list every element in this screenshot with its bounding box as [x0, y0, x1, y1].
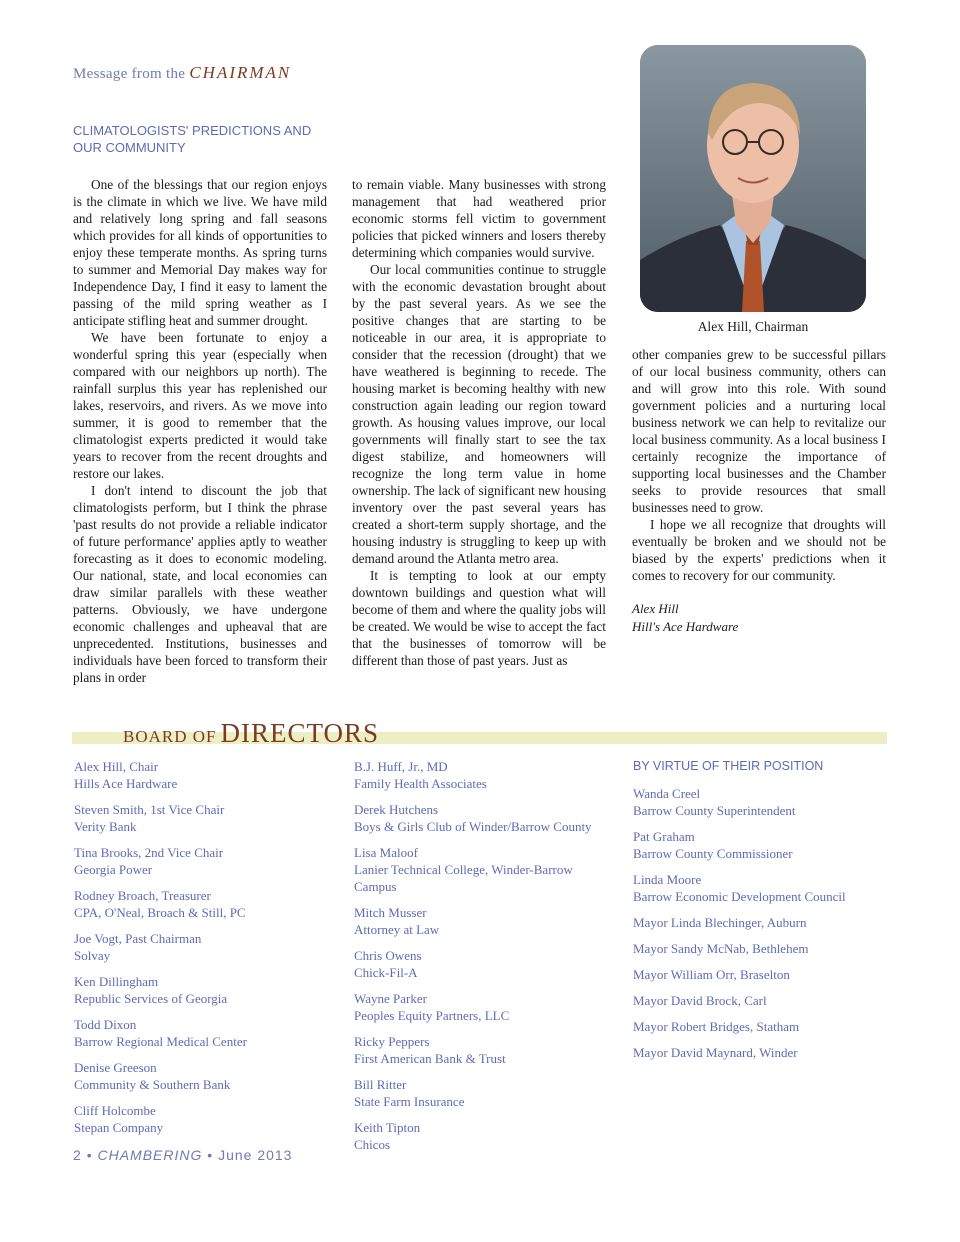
director-org: Georgia Power	[74, 862, 153, 877]
kicker-small: Message from the	[73, 66, 186, 82]
director-entry	[354, 990, 604, 1024]
director-org: Peoples Equity Partners, LLC	[354, 1008, 510, 1023]
chairman-photo	[640, 45, 866, 312]
director-entry	[633, 828, 893, 862]
director-entry	[74, 758, 344, 792]
mayor-entry: Mayor David Maynard, Winder	[633, 1045, 798, 1060]
section-kicker	[73, 63, 291, 83]
ex-officio-heading: BY VIRTUE OF THEIR POSITION	[633, 759, 824, 773]
article-column-1	[73, 176, 327, 686]
director-name: B.J. Huff, Jr., MD	[354, 759, 448, 774]
director-entry	[354, 904, 604, 938]
publication-name: CHAMBERING	[97, 1147, 203, 1163]
signature	[632, 600, 738, 636]
mayor-entry: Mayor Robert Bridges, Statham	[633, 1019, 800, 1034]
director-name: Wayne Parker	[354, 991, 427, 1006]
board-title-large: DIRECTORS	[220, 718, 380, 748]
board-title-small: BOARD OF	[123, 727, 217, 746]
director-org: Barrow County Commissioner	[633, 846, 793, 861]
director-entry	[354, 844, 604, 895]
director-name: Keith Tipton	[354, 1120, 421, 1135]
board-title	[123, 718, 379, 749]
director-name: Derek Hutchens	[354, 802, 439, 817]
director-org: Barrow County Superintendent	[633, 803, 796, 818]
director-entry	[633, 785, 893, 819]
director-name: Tina Brooks, 2nd Vice Chair	[74, 845, 224, 860]
director-org: Stepan Company	[74, 1120, 164, 1135]
director-entry	[354, 1119, 604, 1153]
director-org: First American Bank & Trust	[354, 1051, 506, 1066]
director-name: Cliff Holcombe	[74, 1103, 156, 1118]
mayor-entry: Mayor Sandy McNab, Bethlehem	[633, 941, 809, 956]
director-entry	[74, 930, 344, 964]
director-name: Pat Graham	[633, 829, 695, 844]
mayor-entry: Mayor Linda Blechinger, Auburn	[633, 915, 807, 930]
director-name: Lisa Maloof	[354, 845, 418, 860]
director-org: Barrow Regional Medical Center	[74, 1034, 247, 1049]
director-org: Family Health Associates	[354, 776, 487, 791]
directors-column-2	[354, 758, 604, 1162]
page-number: 2	[73, 1147, 82, 1163]
paragraph: Our local communities continue to struggle with the economic devastation brought about by the past several years. As we see the positive changes that are starting to be noticeable in our area, it is appropriate to consider that the recession (drought) that we have weathered is beginning to recede. The housing market is becoming healthy with new construction again leading our region toward growth. As housing values improve, our local governments will finally start to see the tax digest stabilize, and homeowners will recognize the long term value in home ownership. The lack of significant new housing inventory over the past several years has created a short-term supply shortage, and the housing industry is struggling to keep up with demand around the Atlanta metro area.	[352, 262, 606, 566]
director-org: Chick-Fil-A	[354, 965, 418, 980]
signature-company: Hill's Ace Hardware	[632, 619, 739, 634]
director-name: Mitch Musser	[354, 905, 427, 920]
page-footer	[73, 1147, 292, 1163]
director-entry	[74, 801, 344, 835]
kicker-big: CHAIRMAN	[189, 63, 292, 82]
paragraph: It is tempting to look at our empty downtown buildings and question what will become of them and where the quality jobs will be created. We would be wise to accept the fact that the businesses of tomorrow will be different than those of past years. Just as	[352, 568, 606, 668]
article-column-3	[632, 346, 886, 584]
director-name: Bill Ritter	[354, 1077, 407, 1092]
director-entry	[74, 1016, 344, 1050]
director-org: Community & Southern Bank	[74, 1077, 231, 1092]
photo-caption: Alex Hill, Chairman	[697, 319, 809, 334]
director-org: Hills Ace Hardware	[74, 776, 178, 791]
paragraph: to remain viable. Many businesses with strong management that had weathered prior economic storms fell victim to government policies that picked winners and losers thereby determining which companies would survive.	[352, 177, 606, 260]
director-name: Denise Greeson	[74, 1060, 157, 1075]
director-org: Republic Services of Georgia	[74, 991, 228, 1006]
director-name: Chris Owens	[354, 948, 422, 963]
article-column-2	[352, 176, 606, 669]
mayor-entry: Mayor David Brock, Carl	[633, 993, 767, 1008]
director-org: State Farm Insurance	[354, 1094, 465, 1109]
directors-column-1	[74, 758, 344, 1145]
director-name: Steven Smith, 1st Vice Chair	[74, 802, 225, 817]
mayor-entry: Mayor William Orr, Braselton	[633, 967, 790, 982]
article-headline: CLIMATOLOGISTS' PREDICTIONS AND OUR COMMUNITY	[73, 123, 312, 155]
director-entry	[74, 1102, 344, 1136]
director-entry	[354, 801, 604, 835]
director-entry	[74, 1059, 344, 1093]
director-org: Lanier Technical College, Winder-Barrow Campus	[354, 862, 573, 894]
director-name: Ken Dillingham	[74, 974, 159, 989]
director-org: Solvay	[74, 948, 111, 963]
director-org: Boys & Girls Club of Winder/Barrow County	[354, 819, 592, 834]
director-org: CPA, O'Neal, Broach & Still, PC	[74, 905, 246, 920]
directors-column-3	[633, 758, 893, 1070]
director-name: Ricky Peppers	[354, 1034, 430, 1049]
director-name: Linda Moore	[633, 872, 702, 887]
issue-date: June 2013	[218, 1147, 293, 1163]
director-entry	[74, 844, 344, 878]
footer-bullet: •	[207, 1147, 214, 1163]
director-entry	[74, 887, 344, 921]
director-entry	[354, 1033, 604, 1067]
director-name: Wanda Creel	[633, 786, 701, 801]
paragraph: We have been fortunate to enjoy a wonderful spring this year (especially when compared with our neighbors up north). The rainfall surplus this year has replenished our lakes, reservoirs, and rivers. As we move into summer, it is good to remember that the climatologist experts predicted it would take years to recover from the recent droughts and restore our lakes.	[73, 330, 327, 481]
paragraph: One of the blessings that our region enjoys is the climate in which we live. We have mild and relatively long spring and fall seasons which provides for all kinds of opportunities to enjoy these temperate months. As spring turns to summer and Memorial Day makes way for Independence Day, I find it easy to lament the passing of the mild spring weather as I anticipate stifling heat and summer drought.	[73, 177, 327, 328]
director-org: Attorney at Law	[354, 922, 440, 937]
director-name: Rodney Broach, Treasurer	[74, 888, 211, 903]
director-name: Joe Vogt, Past Chairman	[74, 931, 202, 946]
director-name: Todd Dixon	[74, 1017, 137, 1032]
director-entry	[354, 947, 604, 981]
director-org: Verity Bank	[74, 819, 137, 834]
director-entry	[74, 973, 344, 1007]
director-entry	[354, 1076, 604, 1110]
paragraph: I don't intend to discount the job that climatologists perform, but I think the phrase 'past results do not provide a reliable indicator of future performance' applies aptly to weather forecasting as it does to economic modeling. Our national, state, and local economies can draw similar parallels with these weather patterns. Obviously, we have undergone economic challenges and upheaval that are unprecedented. Institutions, businesses and individuals have been forced to transform their plans in order	[73, 483, 327, 685]
footer-bullet: •	[86, 1147, 93, 1163]
director-org: Chicos	[354, 1137, 391, 1152]
director-entry	[633, 871, 893, 905]
director-entry	[354, 758, 604, 792]
paragraph: other companies grew to be successful pillars of our local business community, others can and will grow into this role. With sound government policies and a nurturing local business network we can help to revitalize our local business community. As a local business I certainly recognize the importance of supporting local businesses and the Chamber seeks to provide resources that small businesses need to grow.	[632, 347, 886, 515]
paragraph: I hope we all recognize that droughts will eventually be broken and we should not be biased by the experts' predictions when it comes to recovery for our community.	[632, 517, 886, 583]
director-name: Alex Hill, Chair	[74, 759, 159, 774]
director-org: Barrow Economic Development Council	[633, 889, 846, 904]
signature-name: Alex Hill	[632, 601, 679, 616]
